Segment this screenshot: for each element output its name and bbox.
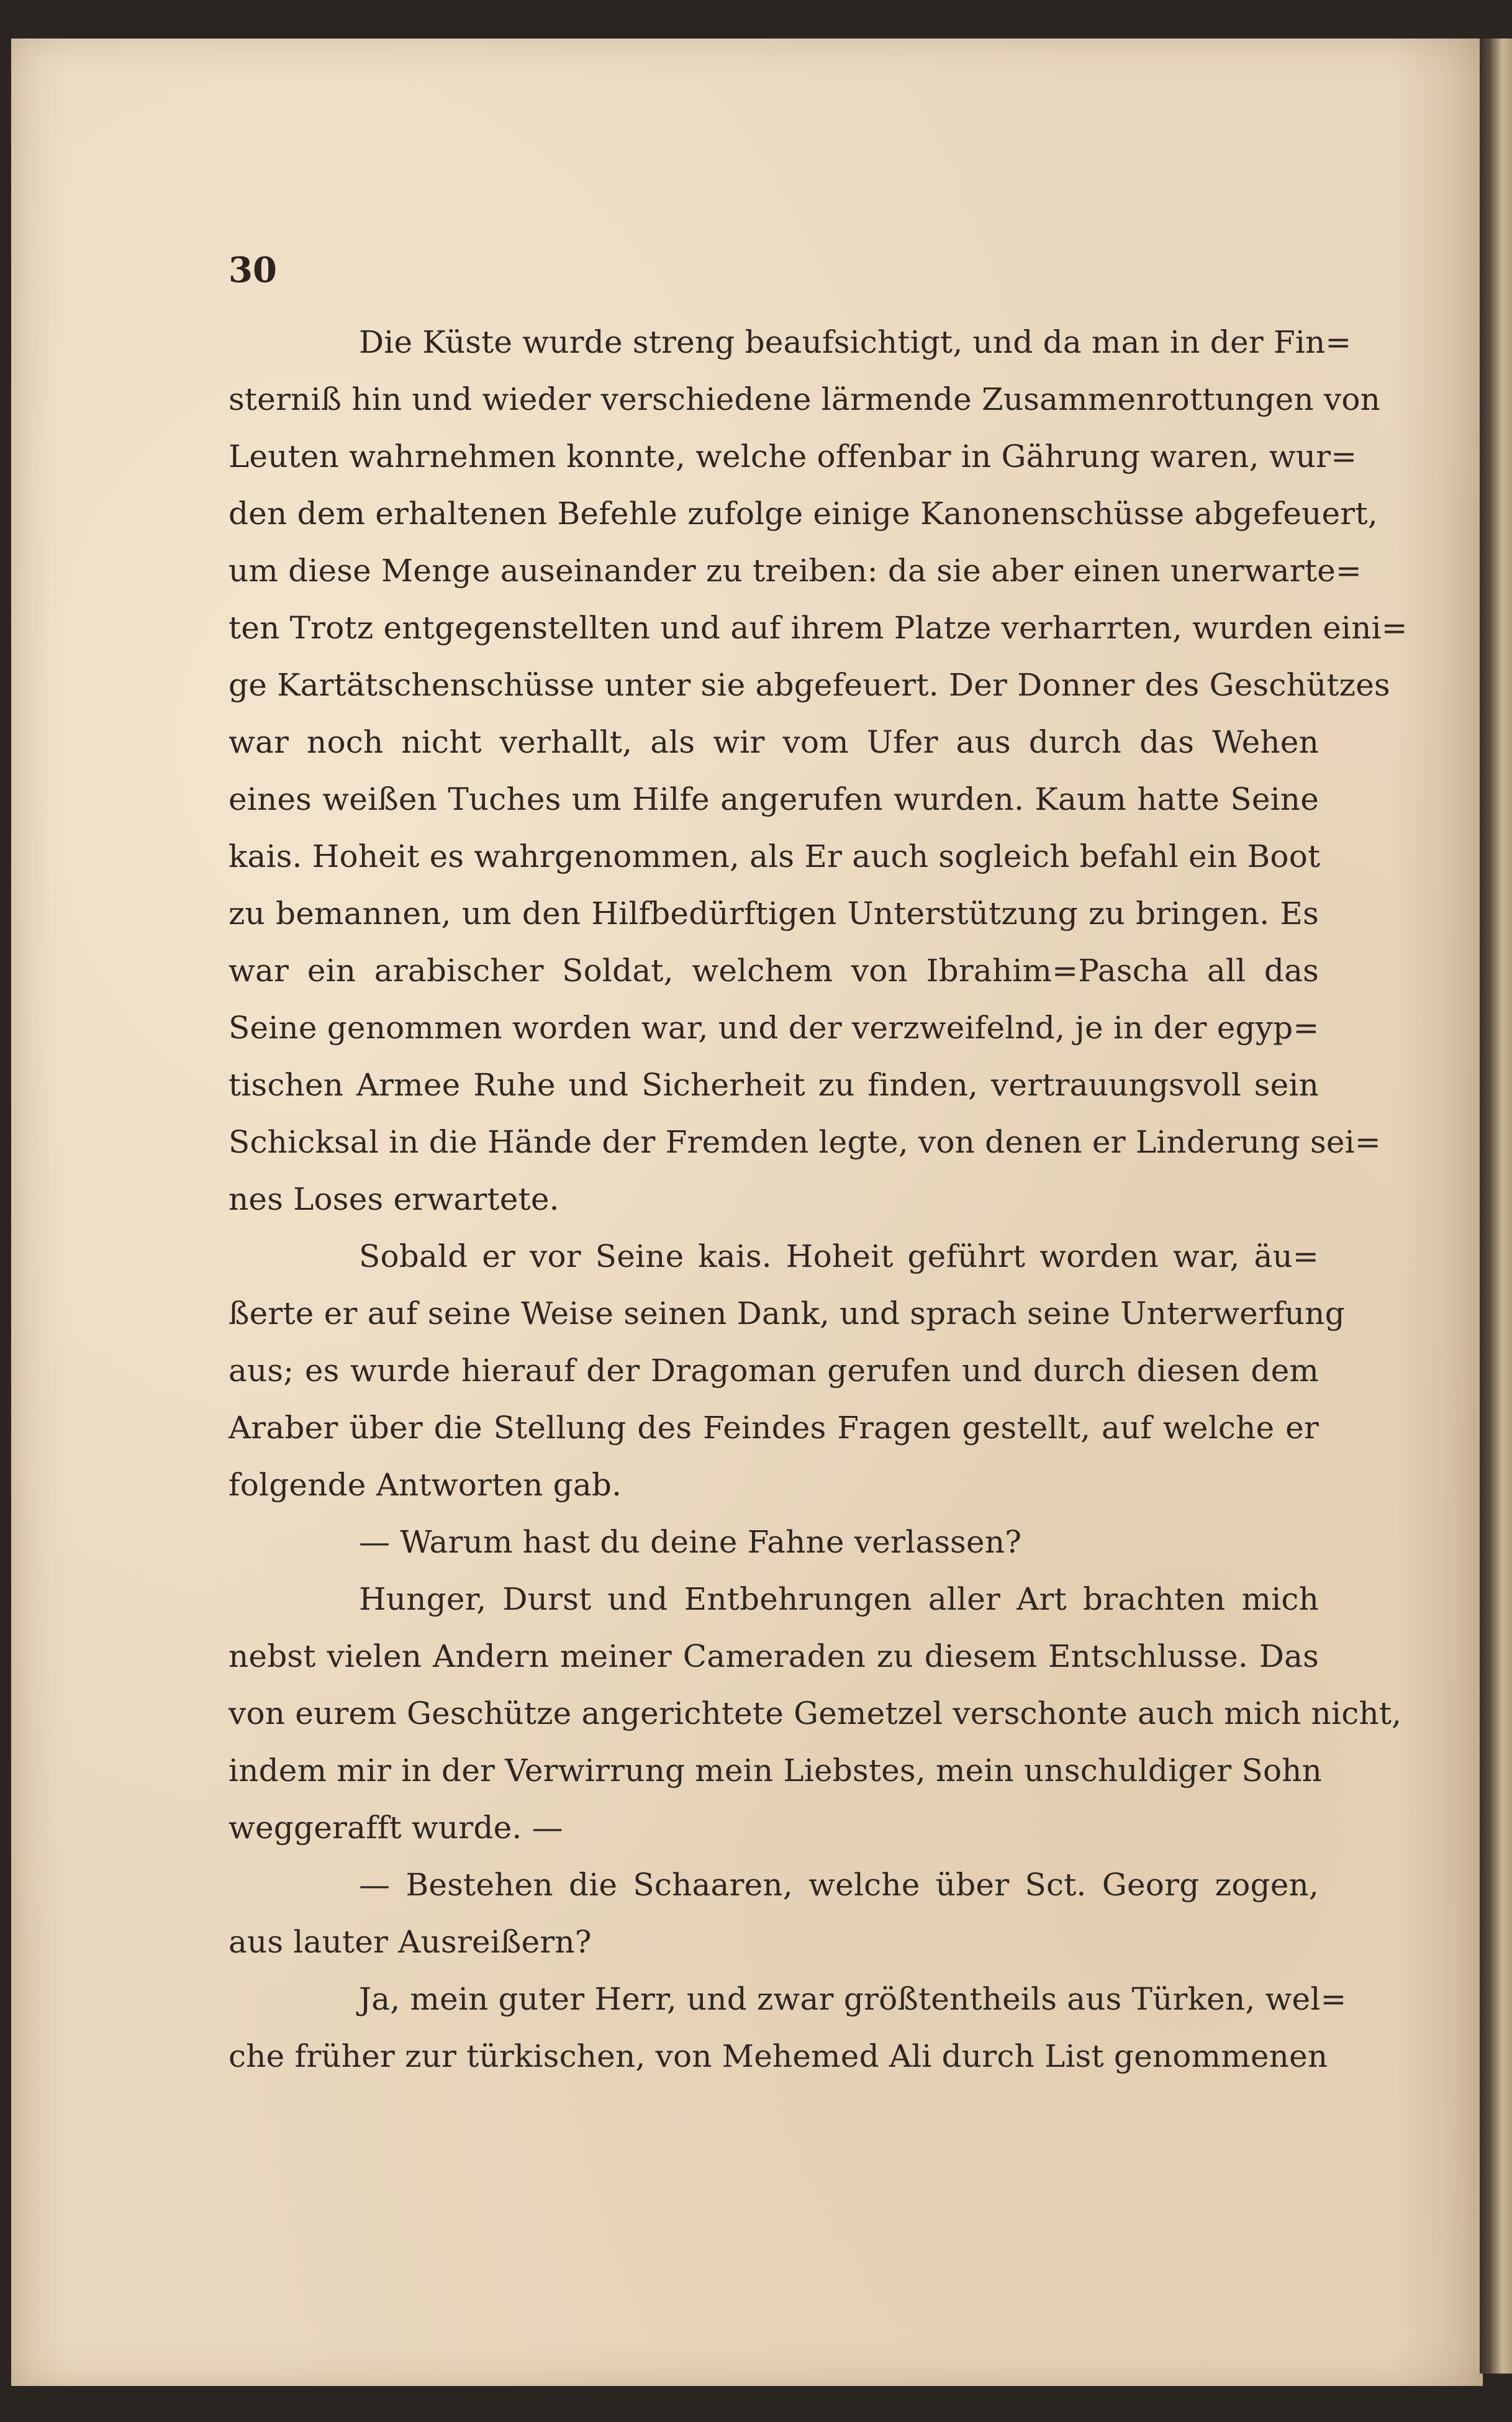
text-line: — Bestehen die Schaaren, welche über Sct. Georg zogen, bbox=[359, 1867, 1319, 1903]
text-line: Araber über die Stellung des Feindes Fragen gestellt, auf welche er bbox=[229, 1410, 1319, 1446]
text-line: eines weißen Tuches um Hilfe angerufen wurden. Kaum hatte Seine bbox=[229, 781, 1319, 817]
text-line: nebst vielen Andern meiner Cameraden zu diesem Entschlusse. Das bbox=[229, 1638, 1319, 1674]
text-line: aus lauter Ausreißern? bbox=[229, 1924, 592, 1960]
text-line: Schicksal in die Hände der Fremden legte, von denen er Linderung sei= bbox=[229, 1124, 1381, 1160]
text-line: ßerte er auf seine Weise seinen Dank, und sprach seine Unterwerfung bbox=[229, 1295, 1345, 1331]
text-line: weggerafft wurde. — bbox=[229, 1810, 563, 1846]
text-line: che früher zur türkischen, von Mehemed Ali durch List genommenen bbox=[229, 2038, 1328, 2074]
text-line: Ja, mein guter Herr, und zwar größtentheils aus Türken, wel= bbox=[359, 1981, 1347, 2017]
text-line: tischen Armee Ruhe und Sicherheit zu finden, vertrauungsvoll sein bbox=[229, 1067, 1319, 1103]
text-line: zu bemannen, um den Hilfbedürftigen Unterstützung zu bringen. Es bbox=[229, 896, 1319, 932]
text-line: Sobald er vor Seine kais. Hoheit geführt worden war, äu= bbox=[359, 1238, 1319, 1274]
text-line: Die Küste wurde streng beaufsichtigt, und da man in der Fin= bbox=[359, 324, 1352, 360]
text-line: sterniß hin und wieder verschiedene lärmende Zusammenrottungen von bbox=[229, 381, 1381, 417]
text-line: indem mir in der Verwirrung mein Liebstes, mein unschuldiger Sohn bbox=[229, 1753, 1323, 1789]
text-line: — Warum hast du deine Fahne verlassen? bbox=[359, 1524, 1022, 1560]
text-line: war ein arabischer Soldat, welchem von Ibrahim=Pascha all das bbox=[229, 953, 1319, 989]
text-line: nes Loses erwartete. bbox=[229, 1181, 559, 1217]
text-line: Leuten wahrnehmen konnte, welche offenbar in Gährung waren, wur= bbox=[229, 438, 1357, 474]
text-line: ten Trotz entgegenstellten und auf ihrem Platze verharrten, wurden eini= bbox=[229, 610, 1408, 646]
page-number: 30 bbox=[229, 250, 277, 291]
text-line: von eurem Geschütze angerichtete Gemetzel verschonte auch mich nicht, bbox=[229, 1695, 1402, 1731]
text-line: folgende Antworten gab. bbox=[229, 1467, 622, 1503]
body-text bbox=[229, 314, 1408, 2085]
text-line: Hunger, Durst und Entbehrungen aller Art brachten mich bbox=[359, 1581, 1319, 1617]
text-line: um diese Menge auseinander zu treiben: da sie aber einen unerwarte= bbox=[229, 553, 1362, 589]
text-line: ge Kartätschenschüsse unter sie abgefeuert. Der Donner des Geschützes bbox=[229, 667, 1390, 703]
text-line: aus; es wurde hierauf der Dragoman gerufen und durch diesen dem bbox=[229, 1353, 1319, 1389]
page-edge bbox=[1480, 39, 1512, 2374]
text-line: kais. Hoheit es wahrgenommen, als Er auch sogleich befahl ein Boot bbox=[229, 838, 1321, 874]
text-line: Seine genommen worden war, und der verzweifelnd, je in der egyp= bbox=[229, 1010, 1320, 1046]
text-line: den dem erhaltenen Befehle zufolge einige Kanonenschüsse abgefeuert, bbox=[229, 496, 1378, 532]
text-line: war noch nicht verhallt, als wir vom Ufer aus durch das Wehen bbox=[229, 724, 1319, 760]
